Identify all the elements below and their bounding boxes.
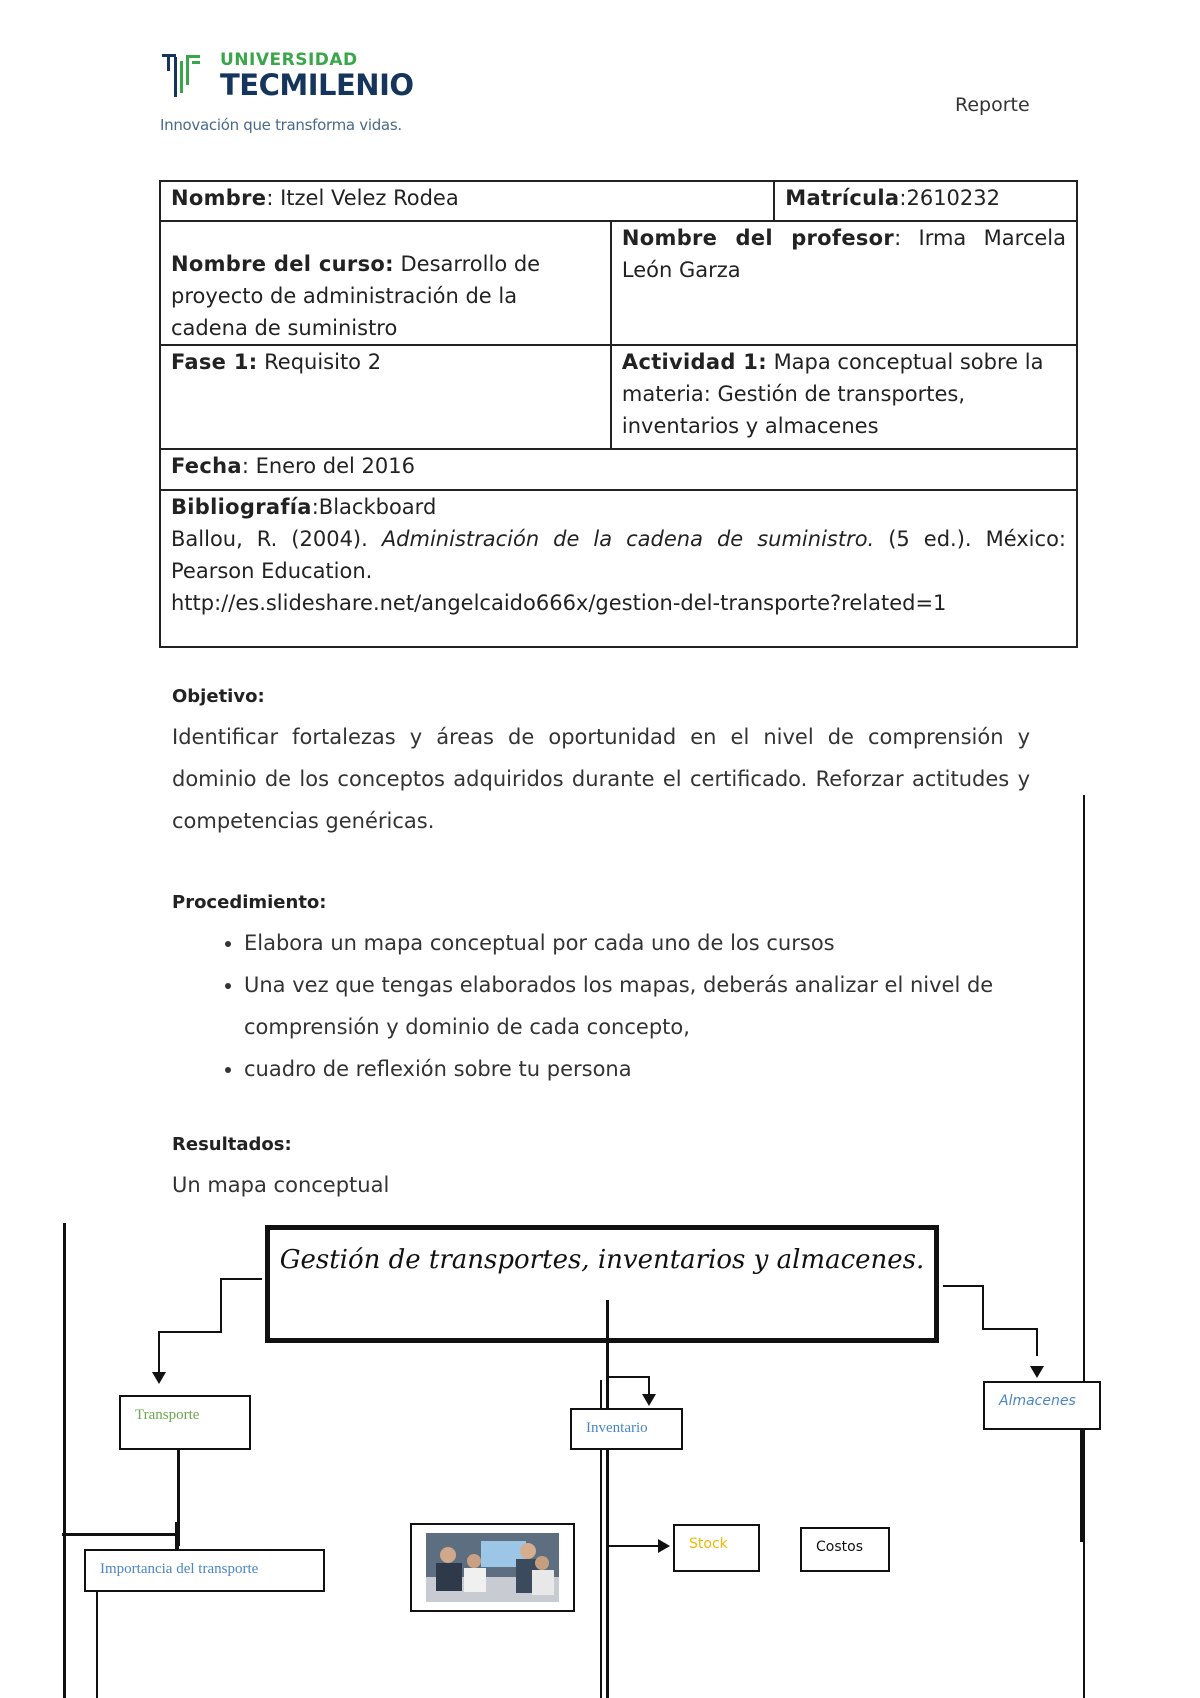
bibliografia-value: :Blackboard: [311, 495, 437, 519]
map-line: [608, 1376, 650, 1378]
profesor-cell: [611, 221, 1077, 345]
map-line: [220, 1278, 222, 1332]
fecha-label: Fecha: [171, 454, 242, 478]
logo-emblem-icon: [160, 52, 218, 98]
actividad-cell: [611, 345, 1077, 449]
bibliografia-cell: [160, 490, 1077, 647]
node-stock: [673, 1524, 760, 1572]
fase-value: Requisito 2: [257, 350, 382, 374]
map-line: [220, 1278, 262, 1280]
map-line: [982, 1285, 984, 1330]
matricula-cell: [774, 181, 1077, 221]
arrow-down-icon: [642, 1394, 656, 1406]
map-line: [175, 1522, 179, 1550]
map-line-left-border: [63, 1223, 66, 1698]
node-transporte-label: Transporte: [135, 1407, 200, 1423]
fecha-cell: [160, 449, 1077, 490]
node-costos: [800, 1527, 890, 1572]
node-almacenes: [983, 1381, 1101, 1430]
map-line-right-border: [1083, 795, 1085, 1698]
map-line-right-thick: [1080, 1425, 1085, 1542]
bibliografia-reference: [171, 523, 1066, 587]
nombre-cell: [160, 181, 774, 221]
nombre-label: Nombre: [171, 186, 267, 210]
arrow-right-icon: [658, 1539, 670, 1553]
list-item: • cuadro de reflexión sobre tu persona: [244, 1048, 1030, 1090]
node-costos-label: Costos: [816, 1539, 863, 1555]
bibliografia-url[interactable]: http://es.slideshare.net/angelcaido666x/gestion-del-transporte?related=1: [171, 591, 947, 615]
map-line-center: [606, 1300, 609, 1698]
map-line: [608, 1545, 658, 1547]
curso-value: Desarrollo de proyecto de administración de la cadena de suministro: [171, 252, 541, 340]
profesor-label: Nombre del profesor: [621, 226, 895, 250]
curso-cell: [160, 221, 611, 345]
logo-tecmilenio-text: TECMILENIO: [220, 68, 414, 102]
student-info-table: [159, 180, 1078, 648]
node-inventario-label: Inventario: [586, 1420, 648, 1436]
procedimiento-heading: Procedimiento:: [172, 892, 327, 913]
fase-cell: [160, 345, 611, 449]
resultados-text: Un mapa conceptual: [172, 1173, 390, 1197]
objetivo-text: Identificar fortalezas y áreas de oportunidad en el nivel de comprensión y dominio de los conceptos adquiridos durante el certificado. Reforzar actitudes y competencias genéricas.: [172, 725, 1030, 833]
meeting-photo-image: [426, 1533, 559, 1602]
actividad-label: Actividad 1:: [621, 350, 767, 374]
meeting-photo-frame: [410, 1523, 575, 1612]
logo-universidad-text: UNIVERSIDAD: [220, 50, 358, 70]
university-logo: [160, 50, 430, 140]
map-line: [1036, 1328, 1038, 1356]
list-item: • Elabora un mapa conceptual por cada uno de los cursos: [244, 922, 1030, 964]
map-line: [943, 1285, 984, 1287]
map-line: [96, 1592, 98, 1698]
matricula-value: :2610232: [899, 186, 1000, 210]
curso-label: Nombre del curso:: [171, 252, 394, 276]
reference-publisher: (5 ed.). México: Pearson Education.: [171, 527, 1066, 583]
node-stock-label: Stock: [689, 1536, 728, 1552]
map-line: [982, 1328, 1038, 1330]
matricula-label: Matrícula: [785, 186, 900, 210]
fase-label: Fase 1:: [171, 350, 258, 374]
node-importancia: [84, 1549, 325, 1592]
nombre-value: : Itzel Velez Rodea: [266, 186, 459, 210]
reference-author: Ballou, R. (2004).: [171, 527, 382, 551]
node-almacenes-label: Almacenes: [999, 1393, 1076, 1409]
concept-map-title: Gestión de transportes, inventarios y almacenes.: [265, 1225, 939, 1343]
fecha-value: : Enero del 2016: [241, 454, 415, 478]
procedimiento-list: [172, 922, 1030, 1090]
node-importancia-label: Importancia del transporte: [100, 1561, 259, 1577]
bibliografia-label: Bibliografía: [171, 495, 312, 519]
arrow-down-icon: [1030, 1366, 1044, 1378]
list-item: • Una vez que tengas elaborados los mapas, deberás analizar el nivel de comprensión y dominio de cada concepto,: [244, 964, 1030, 1048]
actividad-value: Mapa conceptual sobre la materia: Gestión de transportes, inventarios y almacenes: [621, 350, 1044, 438]
node-transporte: [119, 1395, 251, 1450]
arrow-down-icon: [152, 1372, 166, 1384]
objetivo-heading: Objetivo:: [172, 686, 265, 707]
node-inventario: [570, 1408, 683, 1450]
map-line: [648, 1376, 650, 1396]
resultados-heading: Resultados:: [172, 1134, 292, 1155]
logo-tagline: Innovación que transforma vidas.: [160, 116, 402, 134]
map-line: [158, 1331, 160, 1373]
reference-title: Administración de la cadena de suministro.: [381, 527, 875, 551]
map-line: [62, 1533, 180, 1536]
map-line: [158, 1331, 222, 1333]
profesor-value: : Irma Marcela León Garza: [621, 226, 1066, 282]
document-type-label: Reporte: [955, 94, 1030, 116]
